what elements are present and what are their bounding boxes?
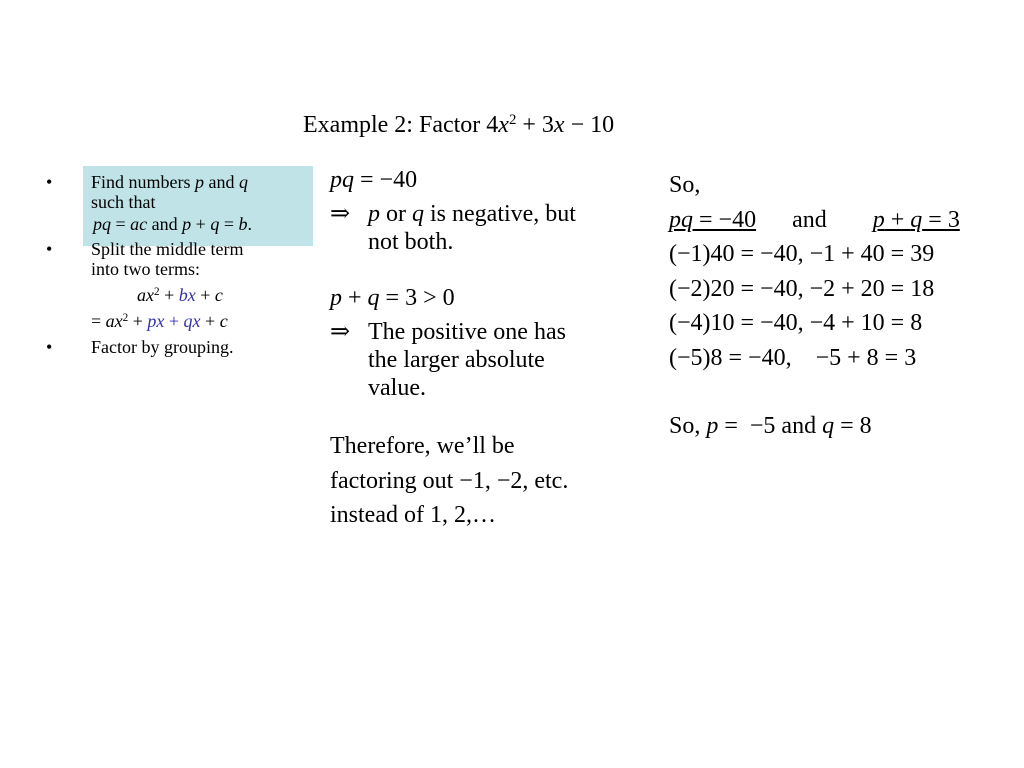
bullet-dot: •	[46, 239, 53, 259]
text-line: value.	[368, 375, 426, 401]
text-line: not both.	[368, 229, 454, 255]
bullet-find-numbers	[46, 172, 316, 234]
expression-original: $ax^2$ + bx + c	[137, 285, 223, 305]
trial-row: (−1)40 = −40, −1 + 40 = 39	[669, 241, 935, 267]
left-column	[46, 172, 316, 357]
bullet-split-term	[46, 239, 316, 331]
conclusion-paragraph	[330, 429, 630, 533]
bullet-line: Split the middle term	[91, 239, 244, 259]
text-line: The positive one has	[368, 319, 566, 345]
final-answer: So, p = −5 and q = 8	[669, 413, 872, 439]
condition-line: pq = ac and p + q = b.	[93, 214, 252, 234]
text-line: p or q is negative, but	[368, 201, 576, 227]
trial-row: (−2)20 = −40, −2 + 20 = 18	[669, 275, 935, 302]
text-line: factoring out −1, −2, etc.	[330, 467, 569, 494]
bullet-line: into two terms:	[91, 259, 200, 279]
pq-equation: pq = −40	[330, 167, 418, 193]
implies-icon: ⇒	[330, 319, 351, 345]
bullet-dot: •	[46, 337, 53, 357]
sum-equation: p + q = 3 > 0	[330, 285, 455, 311]
bullet-factor-grouping	[46, 337, 316, 357]
bullet-line: Find numbers p and q	[91, 172, 249, 192]
bullet-line: such that	[91, 192, 156, 212]
bullet-dot: •	[46, 172, 53, 192]
implication-sign	[330, 200, 630, 256]
text-line: Therefore, we’ll be	[330, 433, 515, 459]
implication-absolute	[330, 318, 630, 402]
so-label: So,	[669, 172, 701, 198]
text-line: the larger absolute	[368, 347, 545, 373]
right-column	[669, 168, 1019, 444]
trial-row: (−5)8 = −40, −5 + 8 = 3	[669, 344, 917, 371]
expression-split: = $ax^2$ + px + qx + c	[91, 311, 228, 331]
conditions-line: pq = −40 and p + q = 3	[669, 206, 960, 233]
text-line: instead of 1, 2,…	[330, 502, 496, 528]
bullet-line: Factor by grouping.	[91, 337, 234, 357]
middle-column	[330, 166, 630, 533]
implies-icon: ⇒	[330, 201, 351, 227]
slide-title: Example 2: Factor $4x^2 + 3x - 10$	[303, 111, 615, 138]
trial-row: (−4)10 = −40, −4 + 10 = 8	[669, 310, 923, 336]
